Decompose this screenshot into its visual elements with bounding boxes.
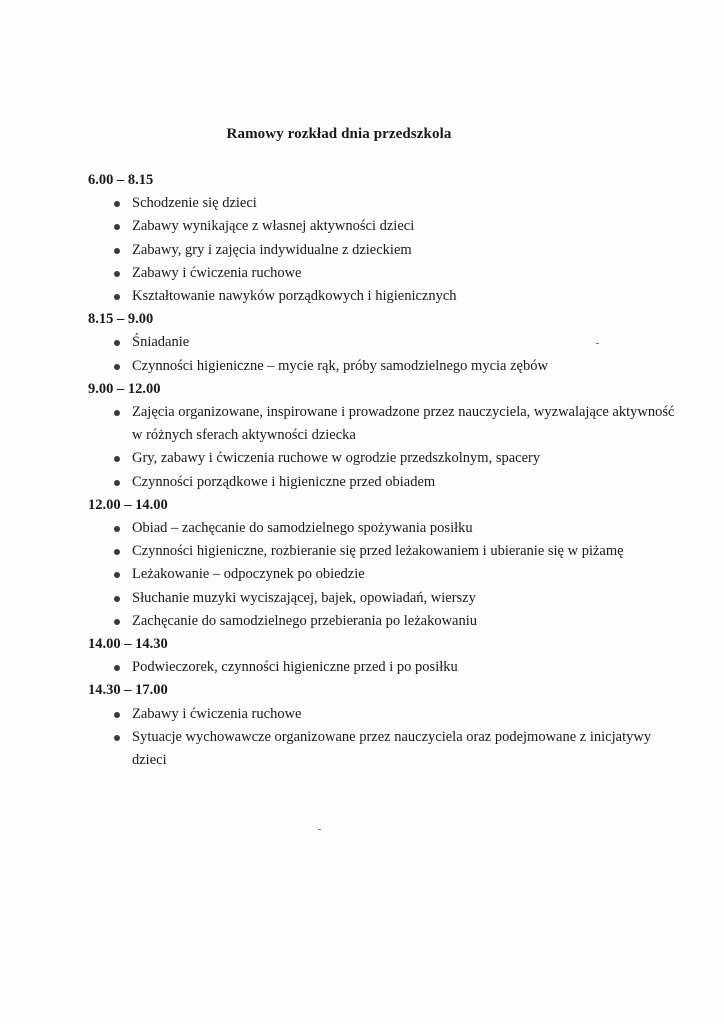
bullet-icon — [114, 735, 120, 741]
bullet-icon — [114, 224, 120, 230]
bullet-icon — [114, 201, 120, 207]
activity-item — [112, 563, 688, 586]
activity-text: Zabawy wynikające z własnej aktywności dzieci — [132, 218, 415, 235]
activity-text: Gry, zabawy i ćwiczenia ruchowe w ogrodzie przedszkolnym, spacery — [132, 450, 541, 467]
activity-item — [112, 355, 688, 378]
time-slot-heading: 9.00 – 12.00 — [88, 380, 161, 397]
activity-text: Czynności higieniczne – mycie rąk, próby samodzielnego mycia zębów — [132, 357, 548, 374]
activity-item — [112, 262, 688, 285]
activity-text: Leżakowanie – odpoczynek po obiedzie — [132, 566, 365, 583]
bullet-icon — [114, 271, 120, 277]
bullet-icon — [114, 572, 120, 578]
activity-item — [112, 703, 688, 726]
activity-text: Zachęcanie do samodzielnego przebierania po leżakowaniu — [132, 612, 478, 629]
activity-item — [112, 726, 688, 772]
activity-text: Zabawy, gry i zajęcia indywidualne z dzieckiem — [132, 241, 412, 258]
bullet-icon — [114, 456, 120, 462]
time-slot-heading: 8.15 – 9.00 — [88, 311, 154, 328]
time-slot-heading: 14.00 – 14.30 — [88, 636, 168, 653]
bullet-icon — [114, 712, 120, 718]
time-slot-heading: 14.30 – 17.00 — [88, 682, 168, 699]
activity-text: Podwieczorek, czynności higieniczne przed i po posiłku — [132, 659, 458, 676]
bullet-icon — [114, 480, 120, 486]
activity-text: Czynności porządkowe i higieniczne przed obiadem — [132, 473, 436, 490]
activity-item — [112, 331, 688, 354]
activity-item — [112, 587, 688, 610]
activity-list — [88, 656, 688, 679]
activity-item — [112, 447, 688, 470]
scan-speck — [318, 829, 321, 830]
bullet-icon — [114, 549, 120, 555]
activity-list — [88, 703, 688, 773]
activity-text: Kształtowanie nawyków porządkowych i higienicznych — [132, 288, 457, 305]
activity-item — [112, 656, 688, 679]
bullet-icon — [114, 665, 120, 671]
activity-text: Czynności higieniczne, rozbieranie się przed leżakowaniem i ubieranie się w piżamę — [132, 543, 624, 560]
activity-item — [112, 285, 688, 308]
bullet-icon — [114, 294, 120, 300]
activity-item — [112, 610, 688, 633]
activity-item — [112, 215, 688, 238]
bullet-icon — [114, 248, 120, 254]
bullet-icon — [114, 526, 120, 532]
bullet-icon — [114, 340, 120, 346]
activity-text: Śniadanie — [132, 334, 190, 351]
activity-list — [88, 331, 688, 377]
bullet-icon — [114, 364, 120, 370]
activity-text: Słuchanie muzyki wyciszającej, bajek, opowiadań, wierszy — [132, 589, 476, 606]
activity-list — [88, 192, 688, 308]
activity-text: Sytuacje wychowawcze organizowane przez nauczyciela oraz podejmowane z inicjatywy dzieci — [132, 728, 652, 769]
activity-item — [112, 401, 688, 447]
scan-speck — [596, 343, 599, 344]
activity-item — [112, 192, 688, 215]
document-title: Ramowy rozkład dnia przedszkola — [226, 126, 452, 142]
bullet-icon — [114, 410, 120, 416]
schedule — [88, 169, 688, 772]
time-slot-heading: 12.00 – 14.00 — [88, 496, 168, 513]
bullet-icon — [114, 619, 120, 625]
time-slot-heading: 6.00 – 8.15 — [88, 172, 154, 188]
bullet-icon — [114, 596, 120, 602]
activity-text: Zabawy i ćwiczenia ruchowe — [132, 705, 302, 722]
activity-text: Zajęcia organizowane, inspirowane i prowadzone przez nauczyciela, wyzwalające aktywność w różnych sferach aktywności dziecka — [132, 404, 675, 444]
activity-item — [112, 239, 688, 262]
activity-item — [112, 540, 688, 563]
activity-text: Zabawy i ćwiczenia ruchowe — [132, 264, 302, 281]
activity-list — [88, 517, 688, 633]
activity-item — [112, 471, 688, 494]
activity-text: Schodzenie się dzieci — [132, 195, 257, 212]
activity-item — [112, 517, 688, 540]
activity-list — [88, 401, 688, 494]
activity-text: Obiad – zachęcanie do samodzielnego spożywania posiłku — [132, 520, 473, 537]
